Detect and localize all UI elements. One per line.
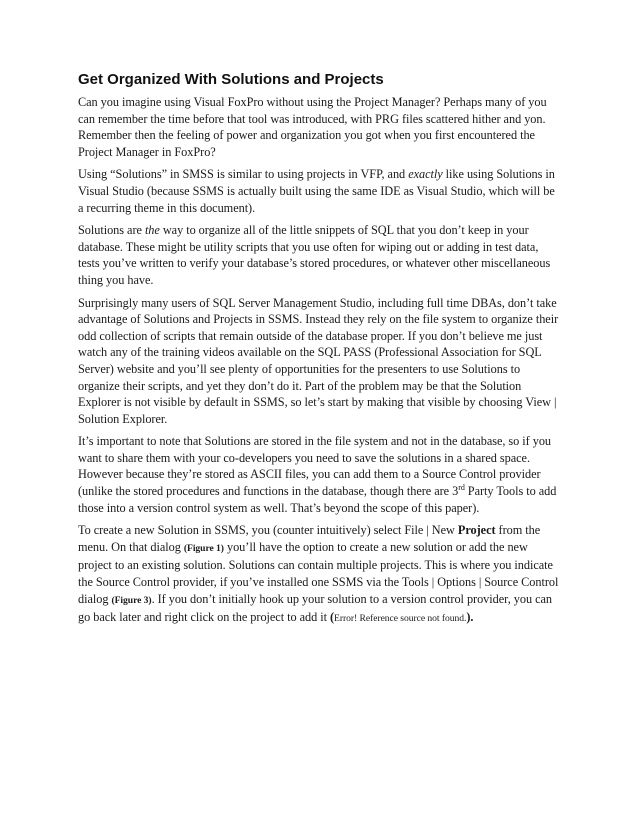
figure-reference: (Figure 3) [111,594,152,606]
emphasis-text: the [144,223,160,238]
broken-reference: Error! Reference source not found. [334,613,467,625]
emphasis-text: exactly [408,167,443,182]
bold-text: Project [457,523,496,538]
paragraph-5 [78,433,562,516]
paragraph-6 [78,522,562,628]
close-paren: ). [466,610,474,625]
text-run: . If you don’t initially hook up your solution to a version control provider, you can go back later and right click on the project to add it [78,591,552,625]
figure-reference: (Figure 1) [183,542,224,554]
open-paren: ( [330,610,335,625]
text-run: Party Tools to add those into a version control system as well. That’s beyond the scope of this paper). [78,484,557,515]
text-run: Using “Solutions” in SMSS is similar to using projects in VFP, and [78,167,409,182]
paragraph-1: Can you imagine using Visual FoxPro without using the Project Manager? Perhaps many of you can remember the time before that tool was introduced, with PRG files scattered hither and yon. Remember then the feeling of power and organization you got when you first encountered the Project Manager in FoxPro? [78,95,547,159]
document-page [78,70,562,634]
text-run: Solutions are [78,223,145,238]
paragraph-4: Surprisingly many users of SQL Server Management Studio, including full time DBAs, don’t take advantage of Solutions and Projects in SSMS. Instead they rely on the file system to organize their odd collection of scripts that remain outside of the database proper. If you don’t believe me just watch any of the training videos available on the SQL PASS (Professional Association for SQL Server) website and you’ll see plenty of opportunities for the presenters to use Solutions to organize their scripts, and yet they don’t do it. Part of the problem may be that the Solution Explorer is not visible by default in SSMS, so let’s start by making that visible by choosing View | Solution Explorer. [78,295,559,426]
paragraph-2 [78,166,562,216]
text-run: like using Solutions in Visual Studio (because SSMS is actually built using the same IDE as Visual Studio, which will be a recurring theme in this document). [78,167,555,215]
text-run: from the menu. On that dialog [78,523,541,554]
section-heading: Get Organized With Solutions and Projects [78,71,384,88]
superscript-text: rd [458,482,465,492]
paragraph-3 [78,222,562,288]
text-run: way to organize all of the little snippets of SQL that you don’t keep in your database. These might be utility scripts that you use often for wiping out or adding in test data, tests you’ve written to verify your database’s stored procedures, or whatever other miscellaneous thing you have. [78,223,551,287]
text-run: you’ll have the option to create a new solution or add the new project to an existing solution. Solutions can contain multiple projects. This is where you indicate the Source Control provider, if you’ve installed one SSMS via the Tools | Options | Source Control dialog [78,539,559,606]
text-run: It’s important to note that Solutions are stored in the file system and not in the database, so if you want to share them with your co-developers you need to save the solutions in a shared space. However because they’re stored as ASCII files, you can add them to a Source Control provider (unlike the stored procedures and functions in the database, though there are 3 [78,434,552,499]
text-run: To create a new Solution in SSMS, you (counter intuitively) select File | New [78,523,458,538]
